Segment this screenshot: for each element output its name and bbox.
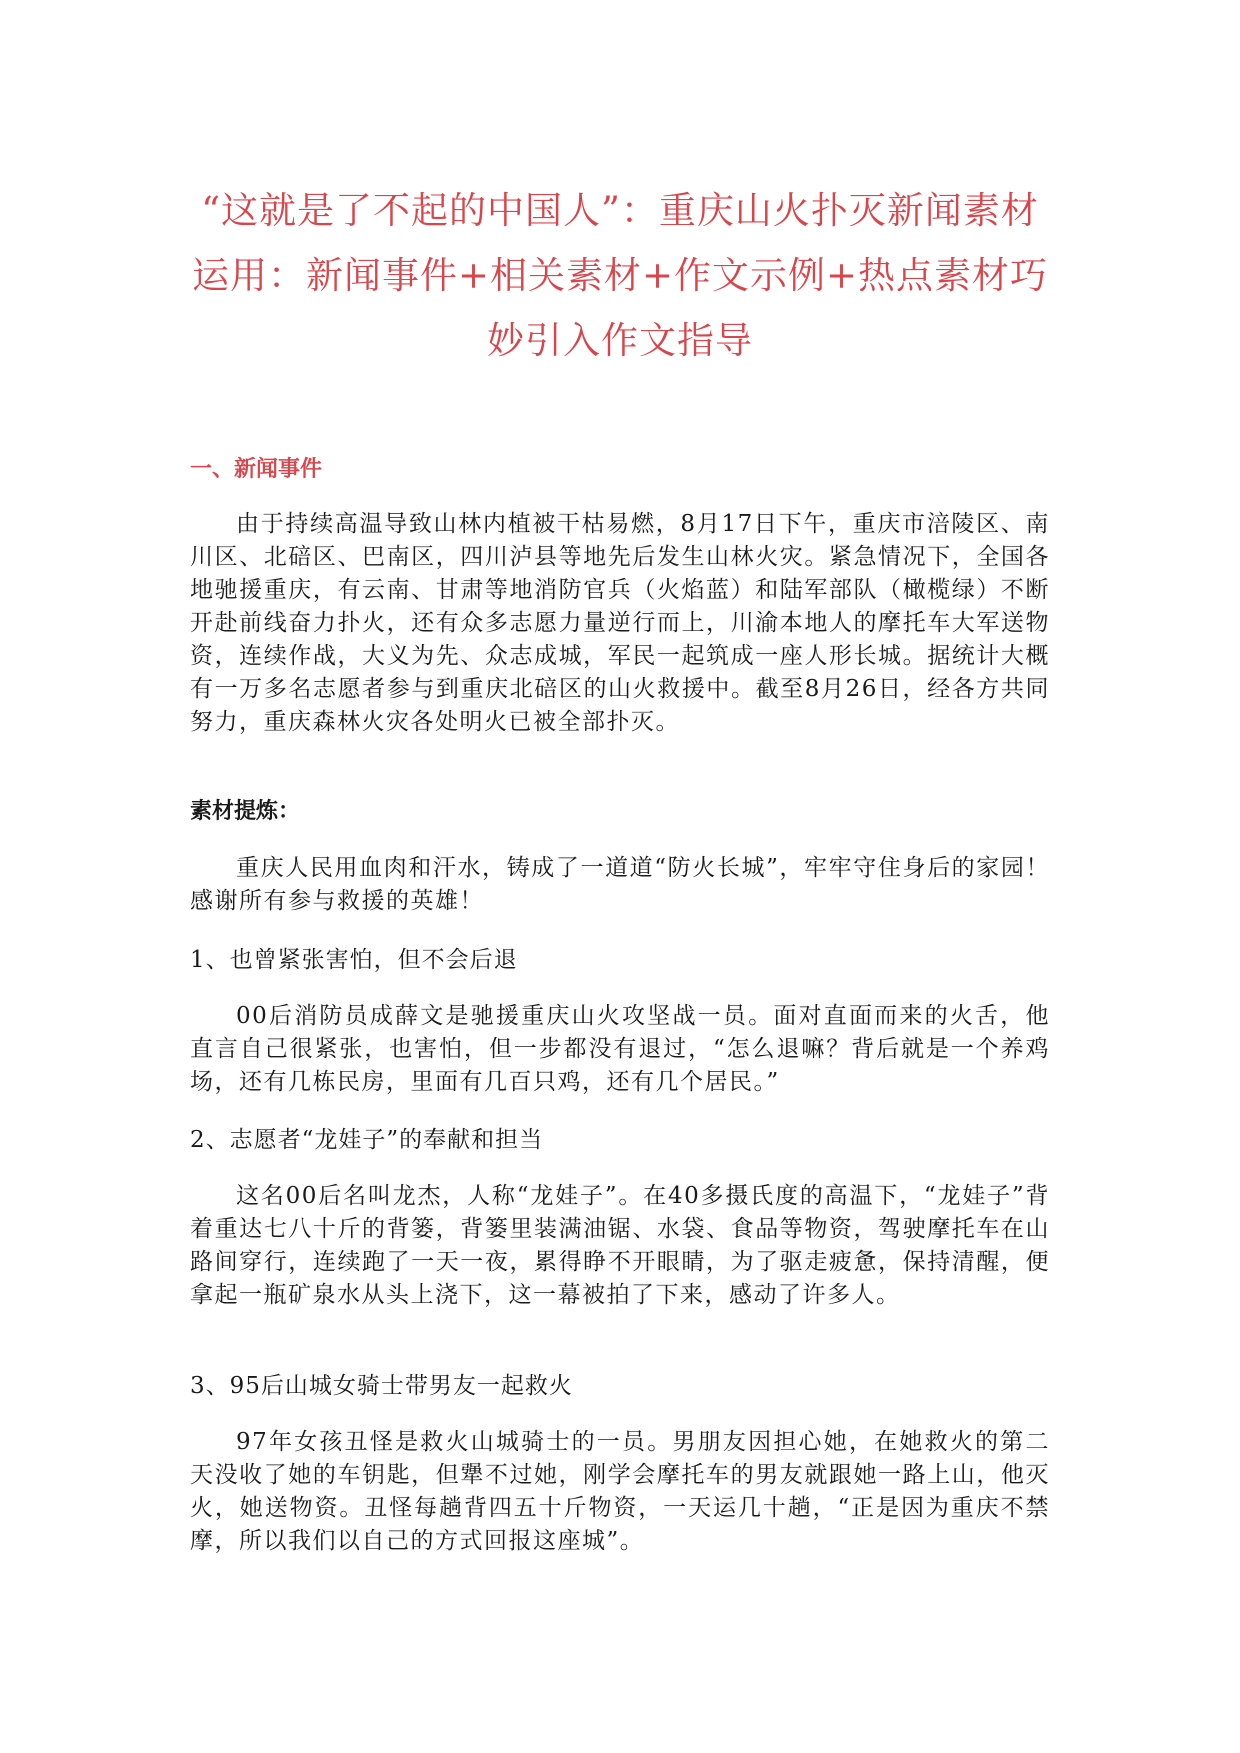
- document-title: [180, 178, 1060, 373]
- title-line-3: 妙引入作文指导: [487, 319, 753, 362]
- item-text-2: 这名00后名叫龙杰，人称“龙娃子”。在40多摄氏度的高温下，“龙娃子”背着重达七八十斤的背篓，背篓里装满油锯、水袋、食品等物资，驾驶摩托车在山路间穿行，连续跑了一天一夜，累得睁不开眼睛，为了驱走疲惫，保持清醒，便拿起一瓶矿泉水从头上浇下，这一幕被拍了下来，感动了许多人。: [190, 1183, 1050, 1308]
- item-heading-1: 1、也曾紧张害怕，但不会后退: [190, 947, 518, 973]
- item-heading-3: 3、95后山城女骑士带男友一起救火: [190, 1373, 573, 1399]
- title-line-2: 运用：新闻事件+相关素材+作文示例+热点素材巧: [191, 254, 1048, 297]
- title-line-1: “这就是了不起的中国人”：重庆山火扑灭新闻素材: [201, 189, 1039, 232]
- section-heading-news-event: 一、新闻事件: [190, 457, 323, 482]
- material-heading: 素材提炼：: [190, 799, 301, 824]
- item-text-1: 00后消防员成薛文是驰援重庆山火攻坚战一员。面对直面而来的火舌，他直言自己很紧张，也害怕，但一步都没有退过，“怎么退嘛？背后就是一个养鸡场，还有几栋民房，里面有几百只鸡，还有几个居民。”: [190, 1003, 1050, 1095]
- material-intro-paragraph: 重庆人民用血肉和汗水，铸成了一道道“防火长城”，牢牢守住身后的家园！感谢所有参与救援的英雄！: [190, 855, 1050, 914]
- item-text-3: 97年女孩丑怪是救火山城骑士的一员。男朋友因担心她，在她救火的第二天没收了她的车钥匙，但犟不过她，刚学会摩托车的男友就跟她一路上山，他灭火，她送物资。丑怪每趟背四五十斤物资，一天运几十趟，“正是因为重庆不禁摩，所以我们以自己的方式回报这座城”。: [190, 1429, 1050, 1554]
- item-heading-2: 2、志愿者“龙娃子”的奉献和担当: [190, 1127, 544, 1153]
- news-event-paragraph: 由于持续高温导致山林内植被干枯易燃，8月17日下午，重庆市涪陵区、南川区、北碚区、巴南区，四川泸县等地先后发生山林火灾。紧急情况下，全国各地驰援重庆，有云南、甘肃等地消防官兵（火焰蓝）和陆军部队（橄榄绿）不断开赴前线奋力扑火，还有众多志愿力量逆行而上，川渝本地人的摩托车大军送物资，连续作战，大义为先、众志成城，军民一起筑成一座人形长城。据统计大概有一万多名志愿者参与到重庆北碚区的山火救援中。截至8月26日，经各方共同努力，重庆森林火灾各处明火已被全部扑灭。: [190, 511, 1050, 735]
